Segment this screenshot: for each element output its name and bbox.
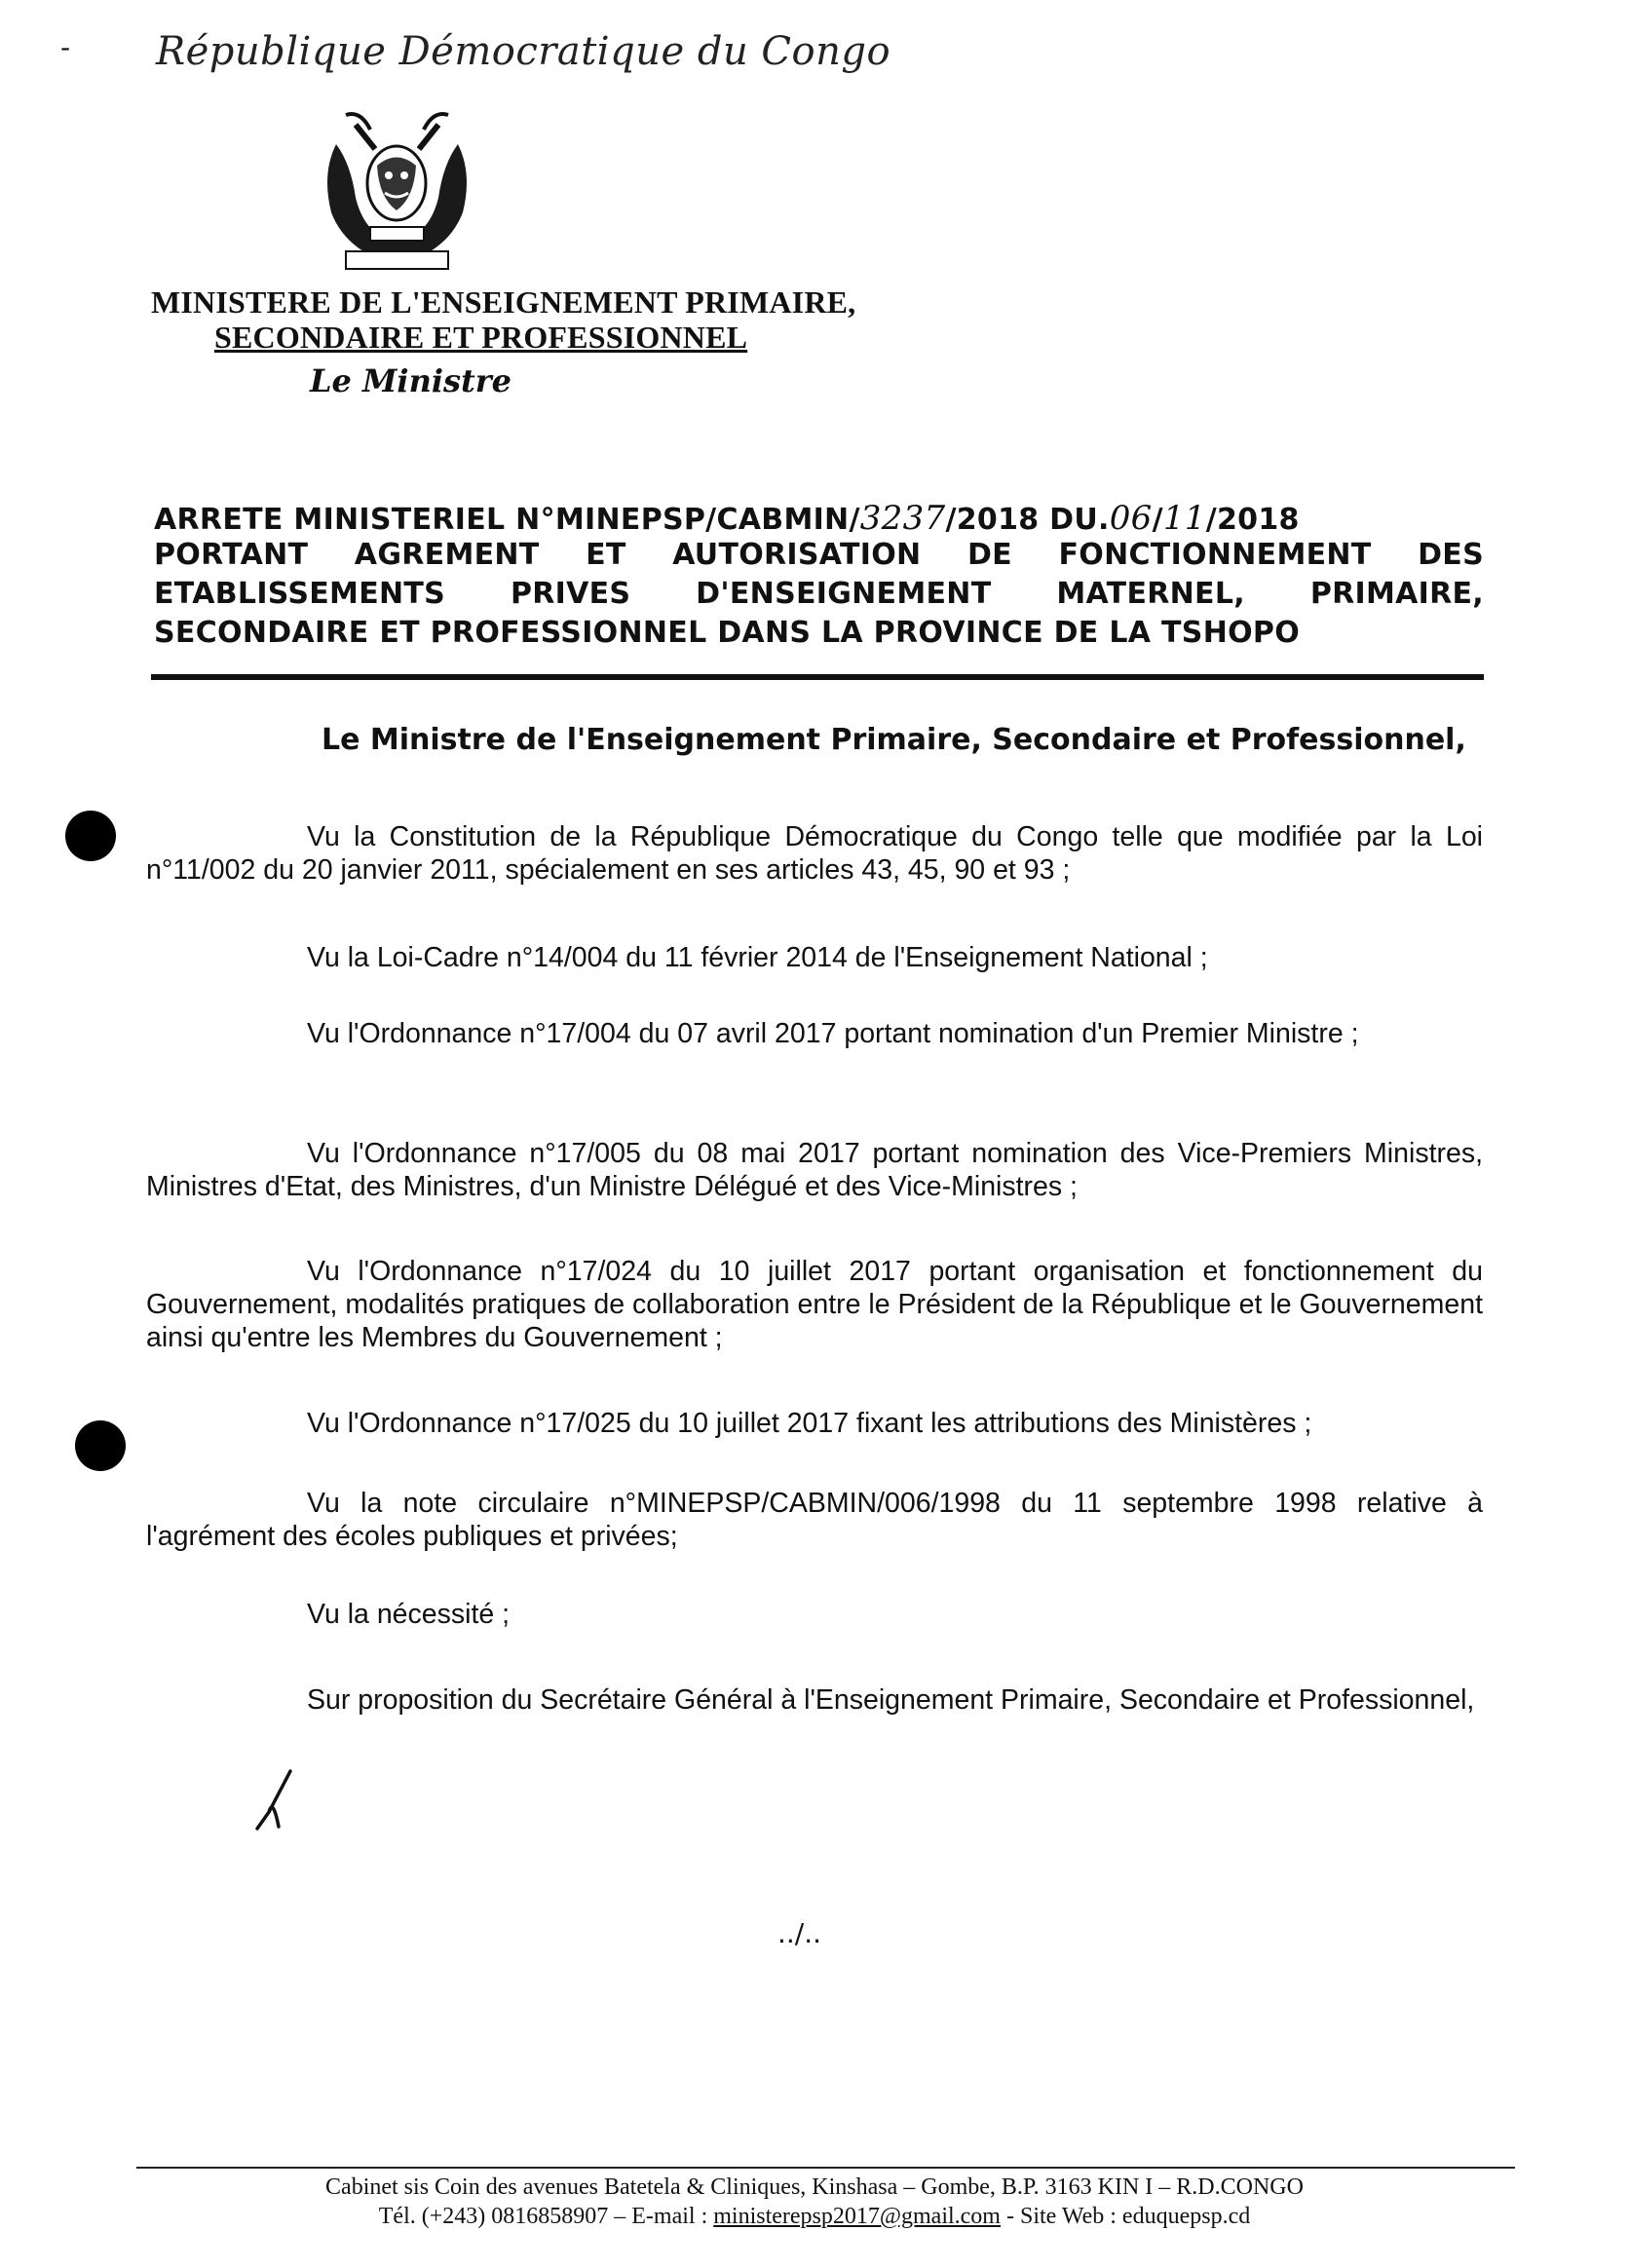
footer-rule [136, 2167, 1515, 2169]
footer-email-link[interactable]: ministerepsp2017@gmail.com [713, 2204, 1001, 2229]
title-line-3: ETABLISSEMENTS PRIVES D'ENSEIGNEMENT MATERNEL, PRIMAIRE, [154, 577, 1484, 611]
le-ministre-heading: Le Ministre [310, 362, 512, 399]
ministry-name-line2: SECONDAIRE ET PROFESSIONNEL [214, 320, 748, 355]
scan-mark: - [60, 31, 71, 63]
coat-of-arms-emblem [317, 105, 477, 276]
title-line-2: PORTANT AGREMENT ET AUTORISATION DE FONCTIONNEMENT DES [154, 538, 1484, 572]
punch-hole-bottom [75, 1420, 126, 1471]
arrete-handwritten-month: 11 [1162, 499, 1206, 538]
title-line-4: SECONDAIRE ET PROFESSIONNEL DANS LA PROVINCE DE LA TSHOPO [154, 616, 1300, 650]
paragraph-ordonnance-17-005: Vu l'Ordonnance n°17/005 du 08 mai 2017 portant nomination des Vice-Premiers Ministres, Ministres d'Etat, des Ministres, d'un Ministre Délégué et des Vice-Ministres ; [146, 1138, 1483, 1202]
paragraph-constitution: Vu la Constitution de la République Démocratique du Congo telle que modifiée par la Loi n°11/002 du 20 janvier 2011, spécialement en ses articles 43, 45, 90 et 93 ; [146, 821, 1483, 886]
arrete-date-year: /2018 [1205, 503, 1300, 537]
footer-website: - Site Web : eduquepsp.cd [1000, 2204, 1251, 2229]
punch-hole-top [65, 811, 116, 861]
footer-telephone: Tél. (+243) 0816858907 – E-mail : [378, 2204, 714, 2229]
arrete-handwritten-day: 06 [1109, 499, 1153, 538]
paragraph-proposition: Sur proposition du Secrétaire Général à l'Enseignement Primaire, Secondaire et Professionnel, [307, 1684, 1475, 1716]
page-continuation-mark: ../.. [777, 1917, 822, 1949]
title-underline-rule [151, 674, 1484, 680]
paragraph-ordonnance-17-004: Vu l'Ordonnance n°17/004 du 07 avril 2017 portant nomination d'un Premier Ministre ; [307, 1018, 1359, 1049]
republic-heading: République Démocratique du Congo [156, 29, 891, 74]
arrete-year-du: /2018 DU. [945, 503, 1110, 537]
paragraph-loi-cadre: Vu la Loi-Cadre n°14/004 du 11 février 2014 de l'Enseignement National ; [307, 942, 1208, 973]
minister-subtitle: Le Ministre de l'Enseignement Primaire, Secondaire et Professionnel, [322, 723, 1466, 757]
arrete-date-separator: / [1152, 503, 1163, 537]
paragraph-note-circulaire: Vu la note circulaire n°MINEPSP/CABMIN/006/1998 du 11 septembre 1998 relative à l'agrément des écoles publiques et privées; [146, 1488, 1483, 1552]
paragraph-ordonnance-17-024: Vu l'Ordonnance n°17/024 du 10 juillet 2017 portant organisation et fonctionnement du Gouvernement, modalités pratiques de collaboration entre le Président de la République et le Gouvernement ainsi qu'entre les Membres du Gouvernement ; [146, 1256, 1483, 1353]
handwritten-initial [251, 1768, 300, 1832]
footer-contact [0, 2204, 1629, 2230]
arrete-handwritten-number: 3237 [859, 499, 946, 538]
arrete-number-line [154, 499, 1484, 538]
ministry-name-line1: MINISTERE DE L'ENSEIGNEMENT PRIMAIRE, [151, 284, 856, 320]
footer-address: Cabinet sis Coin des avenues Batetela & Cliniques, Kinshasa – Gombe, B.P. 3163 KIN I – R.D.CONGO [325, 2174, 1304, 2200]
paragraph-ordonnance-17-025: Vu l'Ordonnance n°17/025 du 10 juillet 2017 fixant les attributions des Ministères ; [307, 1408, 1312, 1439]
arrete-prefix: ARRETE MINISTERIEL N°MINEPSP/CABMIN/ [154, 503, 860, 537]
paragraph-necessite: Vu la nécessité ; [307, 1599, 511, 1630]
